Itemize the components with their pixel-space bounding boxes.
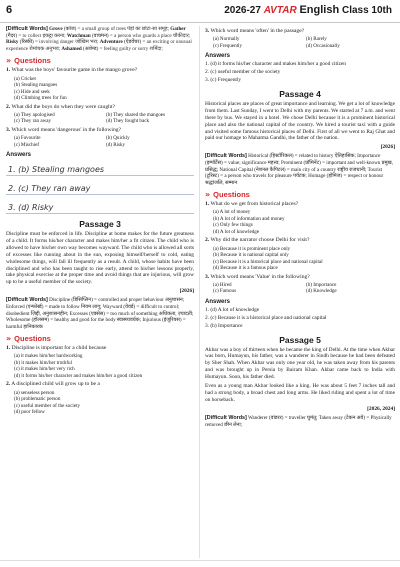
question-item: 1. What was the boys' favourite game in the mango grove? (a) Cricket (b) Stealing mangoes (c) Hide and seek (d) Climbing trees for fun bbox=[6, 67, 194, 101]
question-item: 1. Discipline is important for a child because (a) it makes him/her hardworking (b) it makes him/her truthful (c) it makes him/her very rich (d) it forms his/her character and makes him/her a good citizen bbox=[6, 345, 194, 379]
option: (b) A lot of information and money bbox=[213, 215, 285, 222]
passage-text: Akbar was a boy of thirteen when he became the king of Delhi. At the time when Akbar was born, Humayun, his father, was a wanderer in Sindh because he had been defeated by Sher Shah. When Akbar was only one year old, he was taken away from his parents and was brought up in Persia by Bairam Khan. Akbar came back to India with Humayun. Soon, his father died. bbox=[205, 346, 395, 381]
difficult-word-entry: Risky (रिस्की) = involving danger जोखिम भरा; bbox=[6, 39, 99, 46]
option: (b) Because it is national capital only bbox=[213, 252, 289, 259]
questions-heading: » Questions bbox=[6, 334, 51, 344]
option: (c) Frequently bbox=[213, 42, 242, 49]
page-number: 6 bbox=[6, 4, 13, 16]
option: (c) Hide and seek bbox=[14, 88, 50, 95]
difficult-word-entry: Grove (कोंज) = a small group of trees पेड़ों का छोटा-सा समूह; bbox=[49, 26, 169, 32]
option: (a) Hired bbox=[213, 281, 232, 288]
difficult-word-entry: Gather (गैदर) = to collect इकट्ठा करना; bbox=[6, 26, 186, 39]
passage-title: Passage 4 bbox=[279, 88, 321, 99]
difficult-words-box bbox=[6, 26, 194, 52]
right-column bbox=[205, 26, 395, 558]
left-column bbox=[6, 26, 194, 558]
option: (d) Occasionally bbox=[306, 42, 340, 49]
question-item: 3. Which word means 'Value' in the following? (a) Hired (b) Importance (c) Famous (d) Knowledge bbox=[205, 274, 395, 295]
exam-year: [2026] bbox=[179, 288, 194, 295]
passage-text: Even as a young man Akbar looked like a king. He was about 5 feet 7 inches tall and had a strong body, a broad chest and long arms. He liked riding and spent a lot of time on horseback. bbox=[205, 383, 395, 403]
handwritten-answer: 1. (b) Stealing mangoes bbox=[6, 160, 194, 176]
option: (b) problematic person bbox=[14, 396, 61, 403]
option: (d) it forms his/her character and makes him/her a good citizen bbox=[14, 372, 143, 379]
exam-year: [2026] bbox=[380, 144, 395, 151]
difficult-words-box: [Difficult Words] Discipline (डिसिप्लिन) = controlled and proper behaviour अनुशासन; Enforced (एन्फोर्स्ड) = made to follow नियम लागू; Wayward (वेवर्ड) = difficult to control; disobedient ज़िद्दी, अनुशासनहीन; Excesses (एक्सेस) = too much of something अधिकता, ज़्यादती; Wholesome (होलसम) = healthy and good for the body स्वास्थ्यवर्धक; Injurious (इंजूरियस) = harmful हानिकारक bbox=[6, 297, 194, 330]
answer-line: 1. (d) A lot of knowledge bbox=[205, 306, 260, 313]
difficult-word-entry: Adventure (ऐडवेंचर) = an exciting or unusual experience रोमांचक अनुभव; bbox=[6, 39, 192, 52]
passage-text: Historical places are places of great importance and learning. We get a lot of knowledge from them. Last Sunday, I went to Delhi with my parents. We started at 7 a.m. and went there by bus. We stayed in a hotel. We chose Delhi because it is a prominent historical place and also the national capital of the country. We hired a tourist taxi with a guide and visited some famous historical places of Delhi. First of all we went to Raj Ghat and paid our homage to Mahatma Gandhi, the father of the nation. bbox=[205, 100, 395, 142]
difficult-words-box: [Difficult Words] Wanderer (वांडरर) = traveller घुमंतू; Taken away (टेकन अवे) = Physically removed छीन लेना; bbox=[205, 414, 392, 428]
header-year: 2026-27 bbox=[224, 5, 261, 16]
option: (b) Importance bbox=[306, 281, 337, 288]
header-title bbox=[224, 4, 392, 16]
handwritten-answer: 3. (d) Risky bbox=[6, 198, 194, 214]
difficult-word-entry: Ashamed (अशेम्ड) = feeling guilty or sorry शर्मिंदा; bbox=[61, 45, 163, 52]
passage-text: Discipline must be enforced in life. Discipline at home makes for the future greatness of a child. It forms his/her character and makes him/her a fit citizen. The child who is allowed to have his/her own way becomes wayward. The child who is allowed all sorts of excesses like running about in the sun, exposing himself/herself to cold, eating wholesome things, will fall ill frequently as a result. A child, whose habits have been disciplined and who has been taught to rise early, attend to his/her lessons properly, take physical exercise at the proper time and avoid things that are injurious, will grow up to be a useful member of the society. bbox=[6, 231, 194, 286]
arrow-icon: » bbox=[6, 56, 12, 66]
answer-line: 3. (c) Frequently bbox=[205, 77, 242, 83]
answer-line: 2. (c) useful member of the society bbox=[205, 69, 281, 76]
passage-title: Passage 3 bbox=[79, 219, 121, 230]
option: (d) Because it is a famous place bbox=[213, 265, 278, 272]
option: (a) Cricket bbox=[14, 75, 36, 82]
option: (a) Favourite bbox=[14, 135, 41, 142]
answers-heading: Answers bbox=[6, 152, 32, 159]
option: (c) They ran away bbox=[14, 118, 52, 125]
question-item: 2. A disciplined child will grow up to be a (a) senseless person (b) problematic person (c) useful member of the society (d) poor fellow bbox=[6, 381, 194, 415]
option: (a) A lot of money bbox=[213, 209, 251, 216]
option: (c) Famous bbox=[213, 288, 237, 295]
option: (c) Because it is a historical place and national capital bbox=[213, 258, 323, 265]
option: (c) useful member of the society bbox=[14, 402, 81, 409]
option: (c) it makes him/her very rich bbox=[14, 366, 75, 373]
answers-heading: Answers bbox=[205, 298, 231, 305]
option: (d) Risky bbox=[106, 141, 126, 148]
option: (d) poor fellow bbox=[14, 409, 45, 416]
question-item: 2. What did the boys do when they were caught? (a) They apologised (b) They shared the mangoes (c) They ran away (d) They fought back bbox=[6, 104, 194, 125]
answer-line: 3. (b) Importance bbox=[205, 322, 243, 329]
difficult-word-entry: Watchman (वाचमन) = a person who guards a place चौकीदार; bbox=[66, 32, 191, 39]
option: (d) Climbing trees for fun bbox=[14, 95, 67, 102]
option: (c) Only few things bbox=[213, 222, 253, 229]
option: (d) They fought back bbox=[106, 118, 150, 125]
option: (b) it makes him/her truthful bbox=[14, 359, 72, 366]
handwritten-answer: 2. (c) They ran away bbox=[6, 179, 194, 195]
answers-heading: Answers bbox=[205, 53, 231, 60]
option: (d) Knowledge bbox=[306, 288, 337, 295]
page-header bbox=[0, 0, 400, 23]
arrow-icon: » bbox=[205, 190, 211, 200]
passage-title: Passage 5 bbox=[279, 334, 321, 345]
arrow-icon: » bbox=[6, 334, 12, 344]
option: (a) Because it is prominent place only bbox=[213, 245, 291, 252]
difficult-words-box: [Difficult Words] Historical (हिस्टॉरिकल) = related to history ऐतिहासिक; Importance (इम्पॉर्टेंस) = value; significance महत्त्व; Prominent (प्रॉमिनेंट) = important and well-known प्रमुख, प्रसिद्ध; National Capital (नेशनल कैपिटल) = main city of a country राष्ट्रीय राजधानी; Tourist (टूरिस्ट) = a person who travels for pleasure पर्यटक; Homage (होमिज) = respect or honour श्रद्धांजलि, सम्मान bbox=[205, 153, 393, 186]
option: (c) Mischief bbox=[14, 141, 40, 148]
option: (b) They shared the mangoes bbox=[106, 111, 166, 118]
header-class: Class 10th bbox=[341, 5, 392, 16]
option: (a) They apologised bbox=[14, 111, 55, 118]
difficult-words-label: [Difficult Words] bbox=[6, 26, 48, 32]
option: (a) senseless person bbox=[14, 389, 55, 396]
option: (d) A lot of knowledge bbox=[213, 228, 260, 235]
question-item: 2. Why did the narrator choose Delhi for visit? (a) Because it is prominent place only (b) Because it is national capital only (c) Because it is a historical place and national capital (d) Because it is a famous place bbox=[205, 237, 395, 271]
option: (a) it makes him/her hardworking bbox=[14, 353, 83, 360]
column-divider bbox=[199, 26, 200, 558]
brand-logo: AVTAR bbox=[263, 5, 297, 16]
question-item: 3. Which word means 'dangerous' in the following? (a) Favourite (b) Quickly (c) Mischief (d) Risky bbox=[6, 127, 194, 148]
question-item: 1. What do we get from historical places? (a) A lot of money (b) A lot of information and money (c) Only few things (d) A lot of knowledge bbox=[205, 201, 395, 235]
questions-heading: » Questions bbox=[205, 190, 250, 200]
option: (b) Quickly bbox=[106, 135, 130, 142]
option: (b) Stealing mangoes bbox=[14, 82, 58, 89]
questions-heading: » Questions bbox=[6, 56, 51, 66]
answer-line: 2. (c) Because it is a historical place and national capital bbox=[205, 314, 327, 321]
option: (a) Normally bbox=[213, 36, 240, 43]
answer-line: 1. (d) it forms his/her character and makes him/her a good citizen bbox=[205, 61, 347, 68]
question-item: 3. Which word means 'often' in the passage? (a) Normally (b) Rarely (c) Frequently (d) Occasionally bbox=[205, 28, 395, 49]
header-subject: English bbox=[299, 4, 340, 16]
option: (b) Rarely bbox=[306, 36, 327, 43]
exam-year: [2026, 2024] bbox=[367, 405, 395, 412]
